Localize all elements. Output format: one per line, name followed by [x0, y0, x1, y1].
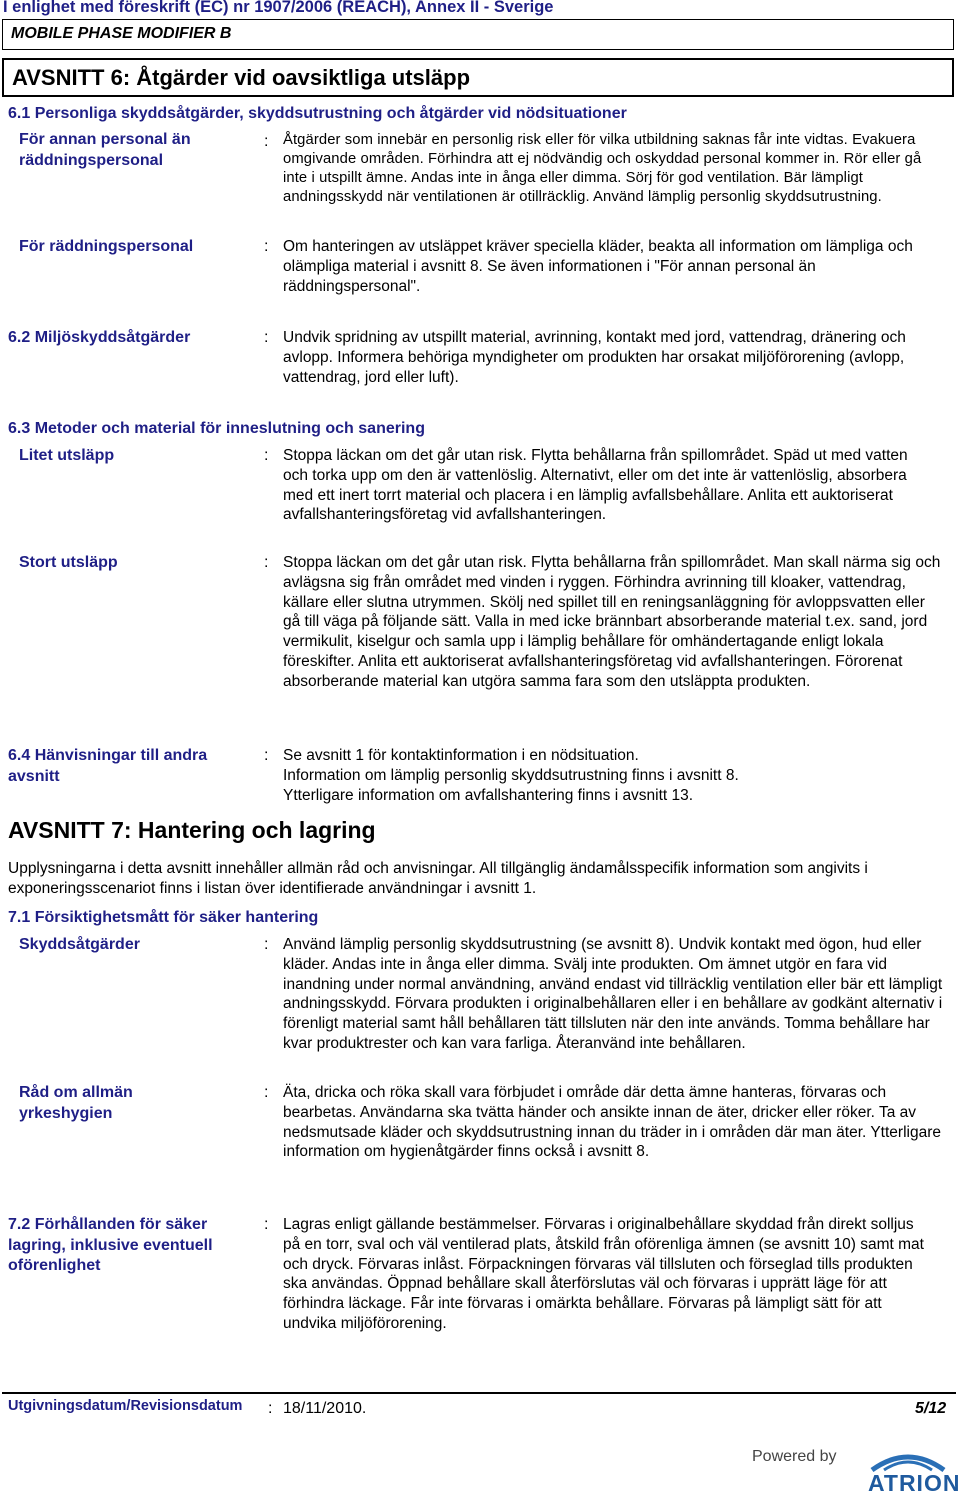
product-name: MOBILE PHASE MODIFIER B [11, 25, 232, 42]
label-annan-personal: För annan personal än räddningspersonal [19, 131, 191, 169]
label-stort-utslapp: Stort utsläpp [19, 554, 118, 571]
colon: : [264, 747, 269, 764]
section-7-title: AVSNITT 7: Hantering och lagring [8, 817, 376, 843]
text-6-4-line: Ytterligare information om avfallshantering finns i avsnitt 13. [283, 786, 694, 804]
footer-revision-label: Utgivningsdatum/Revisionsdatum [8, 1398, 243, 1414]
text-6-4-line: Se avsnitt 1 för kontaktinformation i en nödsituation. [283, 747, 639, 764]
powered-by-text: Powered by [752, 1448, 837, 1465]
product-name-box [2, 19, 954, 50]
atrion-logo [750, 1446, 960, 1500]
text-raddningspersonal: Om hanteringen av utsläppet kräver speciella kläder, beakta all information om lämpliga och olämpliga material i avsnitt 8. Se även informationen i "För annan personal än räddningspersonal". [283, 238, 913, 295]
label-skyddsatgarder: Skyddsåtgärder [19, 936, 140, 953]
footer-colon: : [268, 1400, 273, 1417]
text-litet-utslapp: Stoppa läckan om det går utan risk. Flytta behållarna från spillområdet. Späd ut med vatten och torka upp om den är vattenlöslig. Alternativt, eller om det inte är vattenlöslig, absorbera med ett inert torrt material och placera i en lämplig avfallsbehållare. Anlita ett auktoriserat avfallshanteringsföretag vid avfallshanteringen. [283, 447, 908, 524]
label-raddningspersonal: För räddningspersonal [19, 238, 194, 255]
label-6-4: 6.4 Hänvisningar till andra avsnitt [8, 747, 208, 785]
text-stort-utslapp: Stoppa läckan om det går utan risk. Flytta behållarna från spillområdet. Man skall närma sig och avlägsna sig från området med vinden i ryggen. Förhindra avrinning till kloaker, vattendrag, källare eller slutna utrymmen. Skölj ned spillet till en reningsanläggning för avloppsvatten eller gå till väga på följande sätt. Valla in med icke brännbart absorberande material t.ex. sand, jord vermikulit, kiselgur och samla upp i lämplig behållare för omhändertagande enligt lokala föreskifter. Anlita ett auktoriserat avfallshanteringsföretag vid avfallshanteringen. Förorenat absorberande material kan utgöra samma fara som den utsläppta produkten. [283, 554, 941, 690]
regulation-title: I enlighet med föreskrift (EC) nr 1907/2006 (REACH), Annex II - Sverige [3, 0, 554, 16]
subsection-6-1-heading: 6.1 Personliga skyddsåtgärder, skyddsutrustning och åtgärder vid nödsituationer [8, 105, 627, 122]
colon: : [264, 447, 269, 464]
label-yrkeshygien: Råd om allmän yrkeshygien [19, 1084, 133, 1122]
colon: : [264, 133, 269, 150]
section-7-intro: Upplysningarna i detta avsnitt innehåller allmän råd och anvisningar. All tillgänglig ändamålsspecifik information som angivits i exponeringsscenariot finns i listan över identifierade användningar i avsnitt 1. [8, 860, 868, 897]
atrion-logo-text: ATRION [868, 1470, 960, 1496]
subsection-6-3-heading: 6.3 Metoder och material för inneslutning och sanering [8, 420, 425, 437]
label-litet-utslapp: Litet utsläpp [19, 447, 115, 464]
atrion-swoosh-icon [868, 1450, 948, 1472]
section-6-title: AVSNITT 6: Åtgärder vid oavsiktliga utsläpp [12, 65, 471, 90]
footer-page-number: 5/12 [915, 1400, 947, 1417]
text-6-4-line: Information om lämplig personlig skyddsutrustning finns i avsnitt 8. [283, 766, 739, 784]
text-yrkeshygien: Äta, dricka och röka skall vara förbjudet i område där detta ämne hanteras, förvaras och bearbetas. Användarna ska tvätta händer och ansikte innan de äter, dricker eller röker. Ta av nedsmutsade kläder och skyddsutrustning innan du träder in i områden där man äter. Ytterligare information om hygienåtgärder finns också i avsnitt 8. [283, 1084, 941, 1161]
colon: : [264, 1084, 269, 1101]
colon: : [264, 329, 269, 346]
colon: : [264, 238, 269, 255]
text-7-2: Lagras enligt gällande bestämmelser. Förvaras i originalbehållare skyddad från direkt solljus på en torr, sval och väl ventilerad plats, åtskild från oförenliga ämnen (se avsnitt 10) samt mat och dryck. Förvaras inlåst. Förpackningen förvaras väl tillsluten och förseglad tills produkten ska användas. Öppnad behållare skall återförslutas väl och förvaras i upprätt läge för att förhindra läckage. Får inte förvaras i omärkta behållare. Förvaras på lämpligt sätt för att undvika miljöförorening. [283, 1216, 924, 1332]
text-6-2: Undvik spridning av utspillt material, avrinning, kontakt med jord, vattendrag, dränering och avlopp. Informera behöriga myndigheter om produkten har orsakat miljöförorening (avlopp, vattendrag, jord eller luft). [283, 329, 906, 386]
text-skyddsatgarder: Använd lämplig personlig skyddsutrustning (se avsnitt 8). Undvik kontakt med ögon, hud eller kläder. Andas inte in ånga eller dimma. Svälj inte produkten. Om ämnet utgör en fara vid inandning under normal användning, använd endast vid tillräcklig ventilation eller bär ett lämpligt andningsskydd. Förvara produkten i originalbehållaren eller i en behållare av godkänt alternativ i förenligt material samt håll behållaren tätt tillsluten när den inte används. Tomma behållare har kvar produktrester och kan vara farliga. Återanvänd inte behållaren. [283, 936, 943, 1052]
footer-revision-date: 18/11/2010. [283, 1400, 367, 1417]
colon: : [264, 1216, 269, 1233]
section-6-header [2, 58, 954, 97]
colon: : [264, 936, 269, 953]
subsection-7-1-heading: 7.1 Försiktighetsmått för säker hantering [8, 909, 319, 926]
colon: : [264, 554, 269, 571]
label-7-2: 7.2 Förhållanden för säker lagring, inklusive eventuell oförenlighet [8, 1216, 213, 1274]
text-annan-personal: Åtgärder som innebär en personlig risk eller för vilka utbildning saknas får inte vidtas. Evakuera omgivande områden. Förhindra att ej nödvändig och oskyddad personal kommer in. Rör eller gå inte i utspillt ämne. Andas inte in ånga eller dimma. Sörj för god ventilation. Bär lämpligt andningsskydd när ventilationen är otillräcklig. Använd lämplig personlig skyddsutrustning. [283, 132, 922, 205]
footer-divider [2, 1392, 956, 1394]
text-6-4 [283, 746, 943, 805]
label-6-2: 6.2 Miljöskyddsåtgärder [8, 329, 191, 346]
